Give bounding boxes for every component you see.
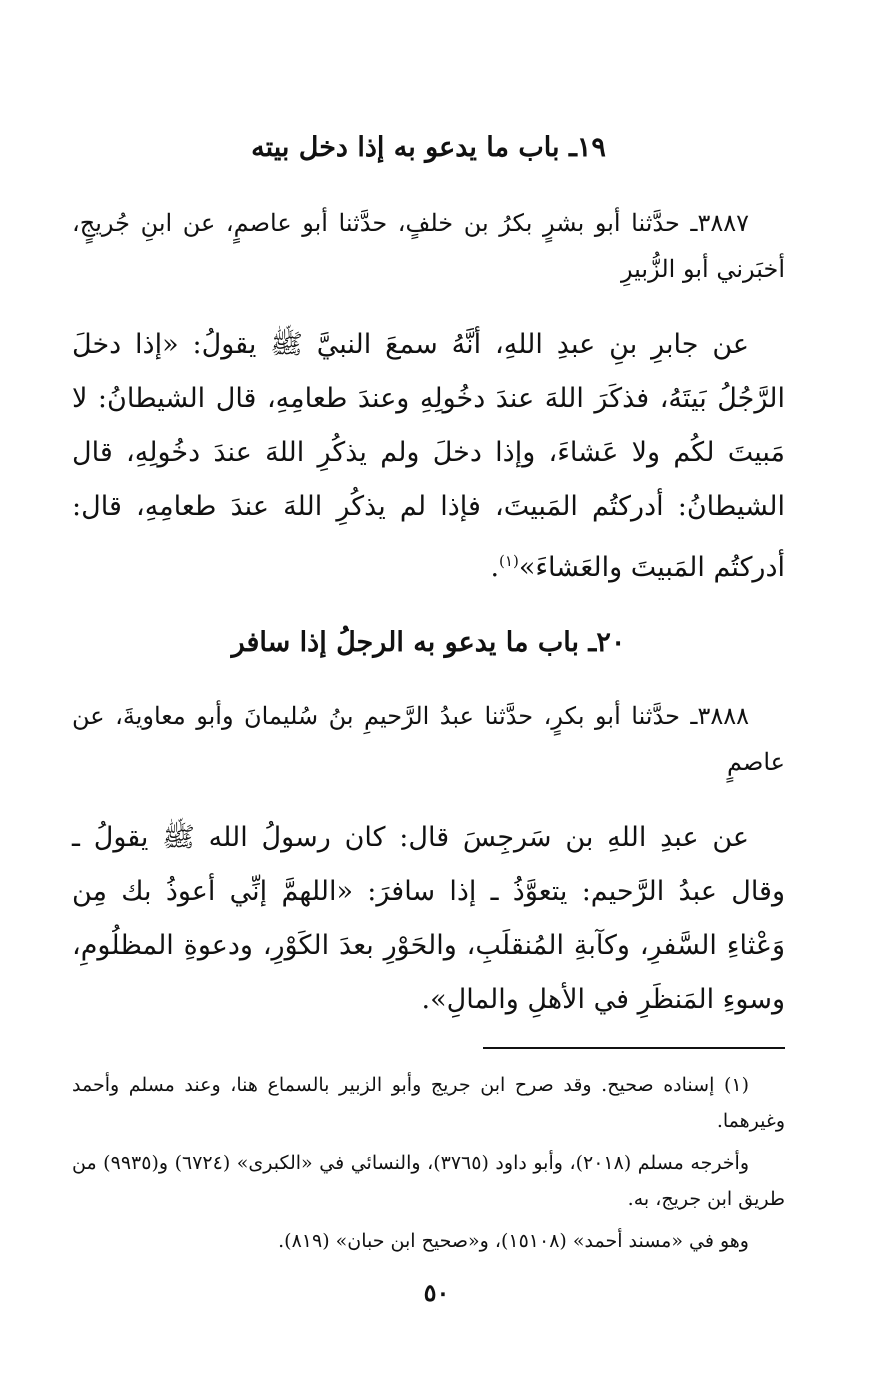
page-body [72, 120, 785, 1265]
footnote-1-references: وهو في «مسند أحمد» (١٥١٠٨)، و«صحيح ابن حبان» (٨١٩). [278, 1230, 749, 1252]
hadith-3888-matn: عن عبدِ اللهِ بن سَرجِسَ قال: كان رسولُ الله ﷺ يقولُ ـ وقال عبدُ الرَّحيم: يتعوَّذُ ـ إذا سافرَ: «اللهمَّ إنِّي أعوذُ بك مِن وَعْثاءِ السَّفرِ، وكآبةِ المُنقلَبِ، والحَوْرِ بعدَ الكَوْرِ، ودعوةِ المظلُومِ، وسوءِ المَنظَرِ في الأهلِ والمالِ». [72, 822, 785, 1015]
hadith-3887-isnad: ٣٨٨٧ـ حدَّثنا أبو بشرٍ بكرُ بن خلفٍ، حدَّثنا أبو عاصمٍ، عن ابنِ جُريجٍ، أخبَرني أبو الزُّبيرِ [72, 209, 785, 283]
page-number: ٥٠ [423, 1278, 450, 1307]
footnote-1: (١) إسناده صحيح. وقد صرح ابن جريج وأبو الزبير بالسماع هنا، وعند مسلم وأحمد وغيرهما. [72, 1074, 785, 1132]
chapter-20-heading: ٢٠ـ باب ما يدعو به الرجلُ إذا سافر [231, 627, 626, 658]
hadith-3887-text: عن جابرِ بنِ عبدِ اللهِ، أنَّهُ سمعَ النبيَّ ﷺ يقولُ: «إذا دخلَ الرَّجُلُ بَيتَهُ، فذكَرَ اللهَ عندَ دخُولِهِ وعندَ طعامِهِ، قال الشيطانُ: لا مَبيتَ لكُم ولا عَشاءَ، وإذا دخلَ ولم يذكُرِ اللهَ عندَ دخُولِهِ، قال الشيطانُ: أدركتُم المَبيتَ، فإذا لم يذكُرِ اللهَ عندَ طعامِهِ، قال: أدركتُم المَبيتَ والعَشاءَ» [72, 329, 785, 583]
footnote-ref-1[interactable]: (١) [499, 552, 519, 570]
hadith-3888-isnad: ٣٨٨٨ـ حدَّثنا أبو بكرٍ، حدَّثنا عبدُ الرَّحيمِ بنُ سُليمانَ وأبو معاويةَ، عن عاصمٍ [72, 702, 785, 776]
footnote-1-continuation: وأخرجه مسلم (٢٠١٨)، وأبو داود (٣٧٦٥)، والنسائي في «الكبرى» (٦٧٢٤) و(٩٩٣٥) من طريق ابن جريج، به. [72, 1152, 785, 1210]
hadith-3887-matn [72, 318, 785, 595]
chapter-19-heading: ١٩ـ باب ما يدعو به إذا دخل بيته [251, 132, 606, 163]
hadith-3887-end: . [490, 552, 500, 583]
footnote-divider [483, 1047, 785, 1049]
